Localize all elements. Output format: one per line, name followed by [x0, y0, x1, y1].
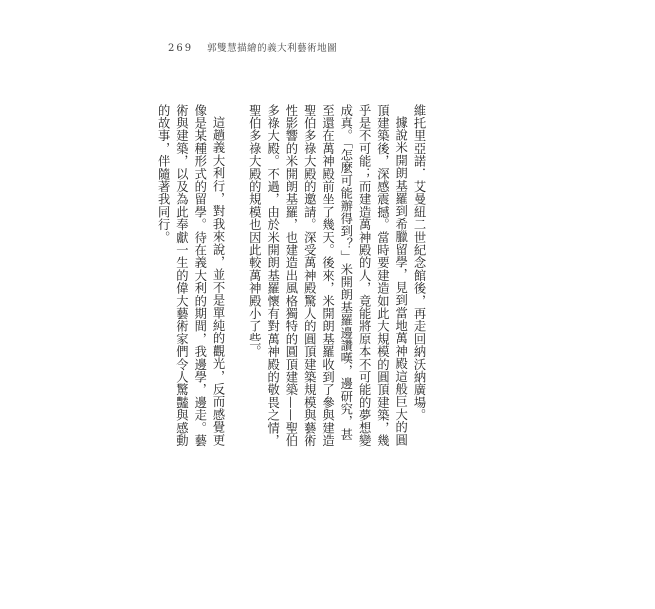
- page-number: 269: [168, 43, 194, 54]
- paragraph: 維托里亞諾．艾曼紐二世紀念館後，再走回納沃納廣場。: [412, 104, 426, 422]
- paragraph: 據說米開朗基羅到希臘留學，見到當地萬神殿這般巨大的圓頂建築後，深感震撼。當時要建造如此大規模的圓頂建築，幾乎是不可能；而建造萬神殿的人，竟能將原本不可能的夢想變成真。「怎麼可能辦得到？」米開朗基羅邊讚嘆，邊研究，甚至還在萬神殿前坐了幾天。後來，米開朗基羅收到了參與建造聖伯多祿大殿的邀請。深受萬神殿驚人的圓頂建築規模與藝術性影響的米開朗基羅，也建造出風格獨特的圓頂建築——聖伯多祿大殿。不過，由於米開朗基羅懷有對萬神殿的敬畏之情，聖伯多祿大殿的規模也因此較萬神殿小了些。: [247, 104, 408, 447]
- running-title: 郭雙慧描繪的義大利藝術地圖: [207, 43, 338, 54]
- paragraph-break: [227, 104, 245, 449]
- running-header: [168, 40, 337, 54]
- vertical-body-text: [154, 104, 428, 449]
- paragraph: 這趟義大利行，對我來說，並不是單純的觀光，反而感覺更像是某種形式的留學。待在義大利的期間，我邊學，邊走。藝術與建築，以及為此奉獻一生的偉大藝術家們令人驚豔與感動的故事，伴隨著我同行。: [156, 104, 226, 447]
